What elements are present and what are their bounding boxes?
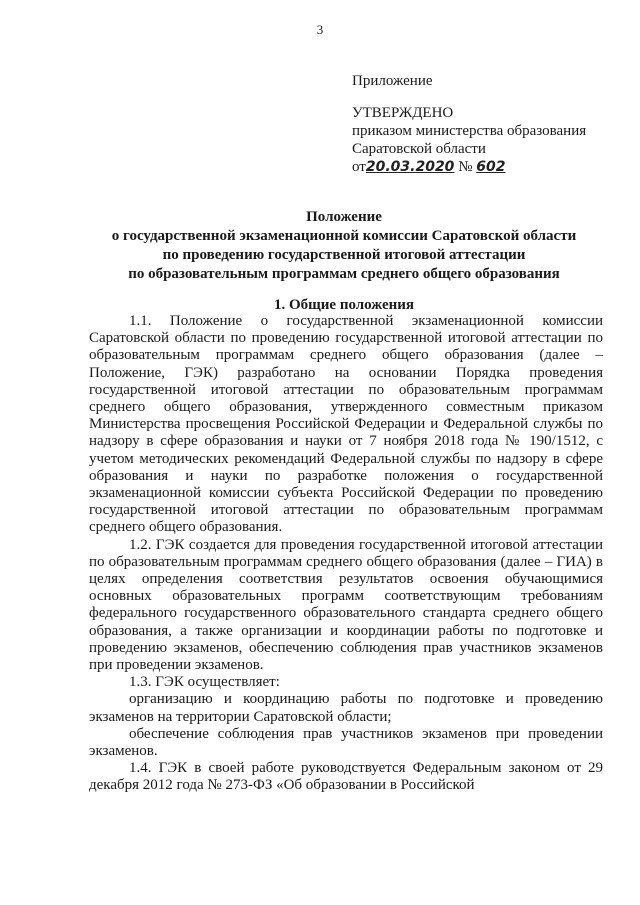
document-title [60,208,628,284]
title-line-3: по проведению государственной итоговой аттестации [162,247,526,263]
paragraph-1-2: 1.2. ГЭК создается для проведения государственной итоговой аттестации по образовательным программам среднего общего образования (далее – ГИА) в целях определения соответствия результатов освоения обучающимися основных образовательных программ соответствующим требованиям федерального государственного образовательного стандарта среднего общего образования, а также организации и координации работы по подготовке и проведению экзаменов, обеспечению соблюдения прав участников экзаменов при проведении экзаменов. [89,536,603,674]
list-item: обеспечение соблюдения прав участников экзаменов при проведении экзаменов. [89,725,603,760]
date-prefix: от [352,159,366,175]
document-body [89,313,603,795]
order-line-2: Саратовской области [352,141,486,157]
appendix-label: Приложение [352,73,433,89]
paragraph-1-3: 1.3. ГЭК осуществляет: [129,674,280,691]
list-item: организацию и координацию работы по подготовке и проведению экзаменов на территории Саратовской области; [89,691,603,725]
order-line-1: приказом министерства образования [352,123,587,139]
title-line-4: по образовательным программам среднего общего образования [128,266,560,282]
paragraph-1-4: 1.4. ГЭК в своей работе руководствуется Федеральным законом от 29 декабря 2012 года № 273-ФЗ «Об образовании в Российской [89,760,603,794]
approval-block [352,72,622,176]
handwritten-number: 602 [476,159,506,175]
number-prefix: № [458,159,473,175]
paragraph-1-1: 1.1. Положение о государственной экзаменационной комиссии Саратовской области по проведению государственной итоговой аттестации по образовательным программам среднего общего образования (далее – Положение, ГЭК) разработано на основании Порядка проведения государственной итоговой аттестации по образовательным программам среднего общего образования, утвержденного совместным приказом Министерства просвещения Российской Федерации и Федеральной службы по надзору в сфере образования и науки от 7 ноября 2018 года № 190/1512, с учетом методических рекомендаций Федеральной службы по надзору в сфере образования и науки по разработке положения о государственной экзаменационной комиссии субъекта Российской Федерации по проведению государственной итоговой аттестации по образовательным программам среднего общего образования. [89,313,603,536]
page-number: 3 [316,22,324,37]
title-line-2: о государственной экзаменационной комиссии Саратовской области [111,228,577,244]
section-heading: 1. Общие положения [273,297,415,313]
approved-label: УТВЕРЖДЕНО [352,105,454,121]
title-line-1: Положение [306,209,382,225]
order-date-line [352,158,622,176]
handwritten-date: 20.03.2020 [365,159,455,175]
